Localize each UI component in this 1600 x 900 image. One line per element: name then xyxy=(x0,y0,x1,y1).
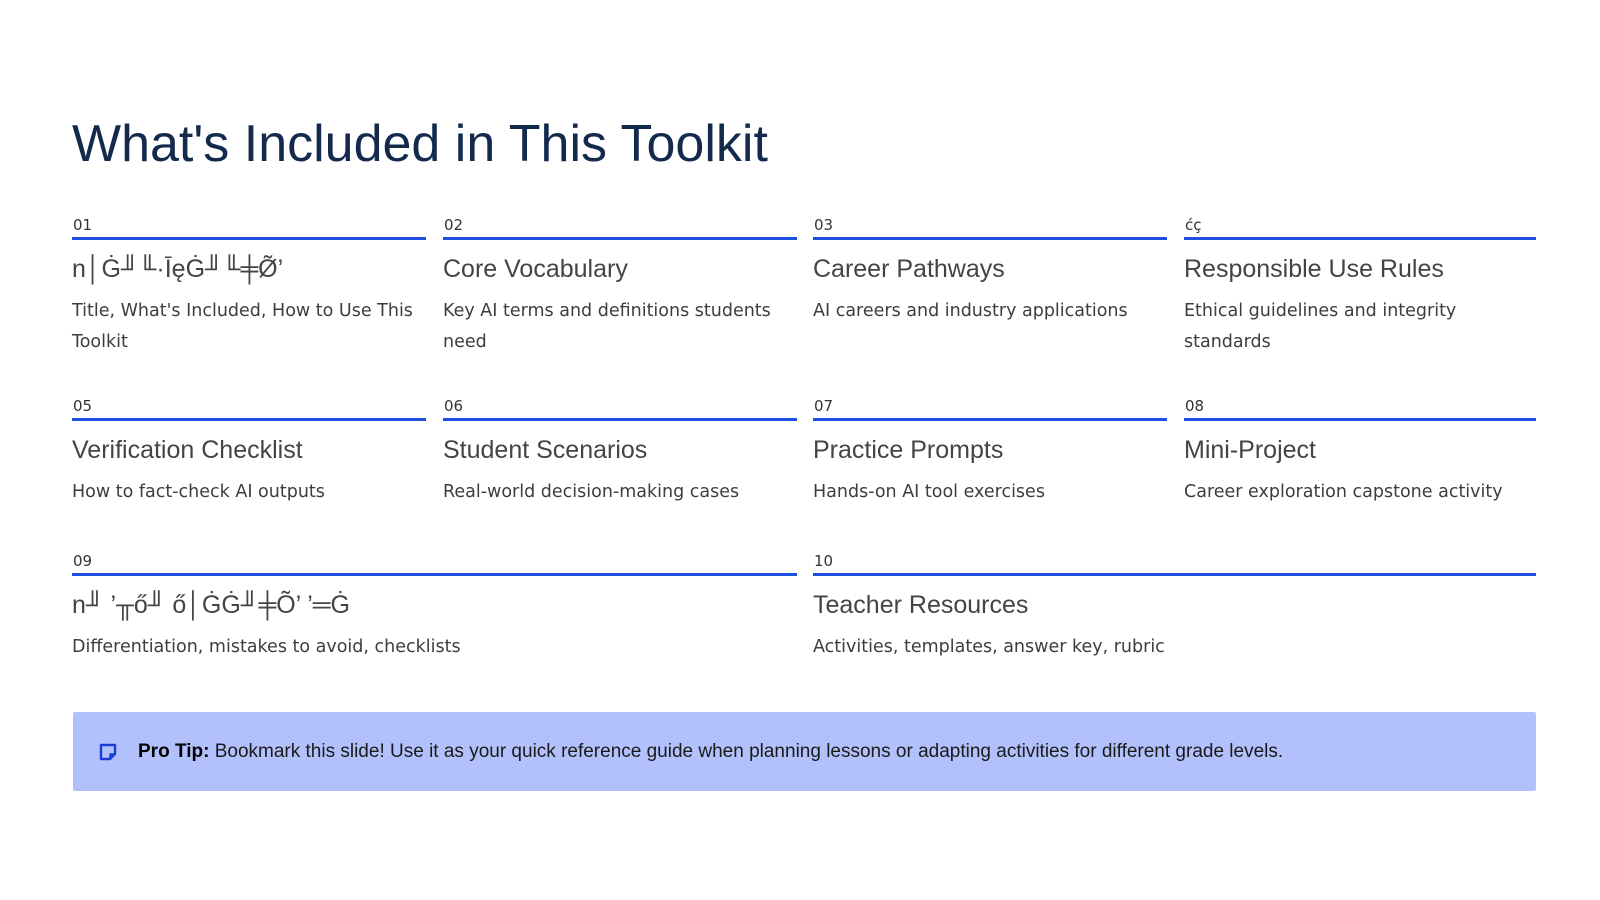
section-divider xyxy=(443,237,797,240)
section-card-06 xyxy=(443,395,797,508)
section-number: 01 xyxy=(73,216,93,234)
section-title: n╜ ’╥ő╜ ő│ĠĠ╜╪Õ’ ’═Ġ xyxy=(72,591,350,619)
section-card-01 xyxy=(72,214,426,358)
section-divider xyxy=(72,573,797,576)
section-number: ćç xyxy=(1185,216,1202,234)
section-title: Responsible Use Rules xyxy=(1184,255,1444,283)
section-description: Title, What's Included, How to Use This Toolkit xyxy=(72,301,413,352)
section-title: Mini-Project xyxy=(1184,436,1316,464)
section-title: Teacher Resources xyxy=(813,591,1029,619)
section-title: Core Vocabulary xyxy=(443,255,628,283)
section-card-07 xyxy=(813,395,1167,508)
section-divider xyxy=(72,418,426,421)
section-card-02 xyxy=(443,214,797,358)
section-number: 06 xyxy=(444,397,464,415)
section-card-08 xyxy=(1184,395,1536,508)
pro-tip-callout xyxy=(73,712,1536,791)
section-description: Activities, templates, answer key, rubric xyxy=(813,637,1165,657)
section-card-03 xyxy=(813,214,1167,327)
section-divider xyxy=(443,418,797,421)
section-description: Career exploration capstone activity xyxy=(1184,482,1503,502)
section-divider xyxy=(72,237,426,240)
section-divider xyxy=(813,418,1167,421)
section-description: Differentiation, mistakes to avoid, checklists xyxy=(72,637,461,657)
section-description: Ethical guidelines and integrity standards xyxy=(1184,301,1457,352)
section-card-09 xyxy=(72,550,797,663)
section-card-10 xyxy=(813,550,1536,663)
section-divider xyxy=(1184,418,1536,421)
section-description: Real-world decision-making cases xyxy=(443,482,740,502)
section-title: Practice Prompts xyxy=(813,436,1004,464)
pro-tip-text xyxy=(138,741,1283,763)
sticky-note-icon xyxy=(97,741,119,763)
section-title: n│Ġ╜╙·ĪęĠ╜╙╪Ø̃’ xyxy=(72,255,284,283)
section-number: 09 xyxy=(73,552,93,570)
section-title: Verification Checklist xyxy=(72,436,303,464)
section-card-05 xyxy=(72,395,426,508)
pro-tip-label: Pro Tip: xyxy=(138,740,210,762)
section-number: 08 xyxy=(1185,397,1205,415)
section-number: 10 xyxy=(814,552,834,570)
page-title: What's Included in This Toolkit xyxy=(72,115,768,173)
section-description: How to fact-check AI outputs xyxy=(72,482,325,502)
section-card-04 xyxy=(1184,214,1536,358)
section-number: 07 xyxy=(814,397,834,415)
section-divider xyxy=(1184,237,1536,240)
section-description: AI careers and industry applications xyxy=(813,301,1128,321)
pro-tip-body: Bookmark this slide! Use it as your quick reference guide when planning lessons or adapting activities for different grade levels. xyxy=(209,740,1284,762)
section-number: 02 xyxy=(444,216,464,234)
section-description: Hands-on AI tool exercises xyxy=(813,482,1045,502)
section-number: 03 xyxy=(814,216,834,234)
section-number: 05 xyxy=(73,397,93,415)
section-divider xyxy=(813,573,1536,576)
section-description: Key AI terms and definitions students need xyxy=(443,301,771,352)
section-divider xyxy=(813,237,1167,240)
section-title: Student Scenarios xyxy=(443,436,648,464)
section-title: Career Pathways xyxy=(813,255,1005,283)
